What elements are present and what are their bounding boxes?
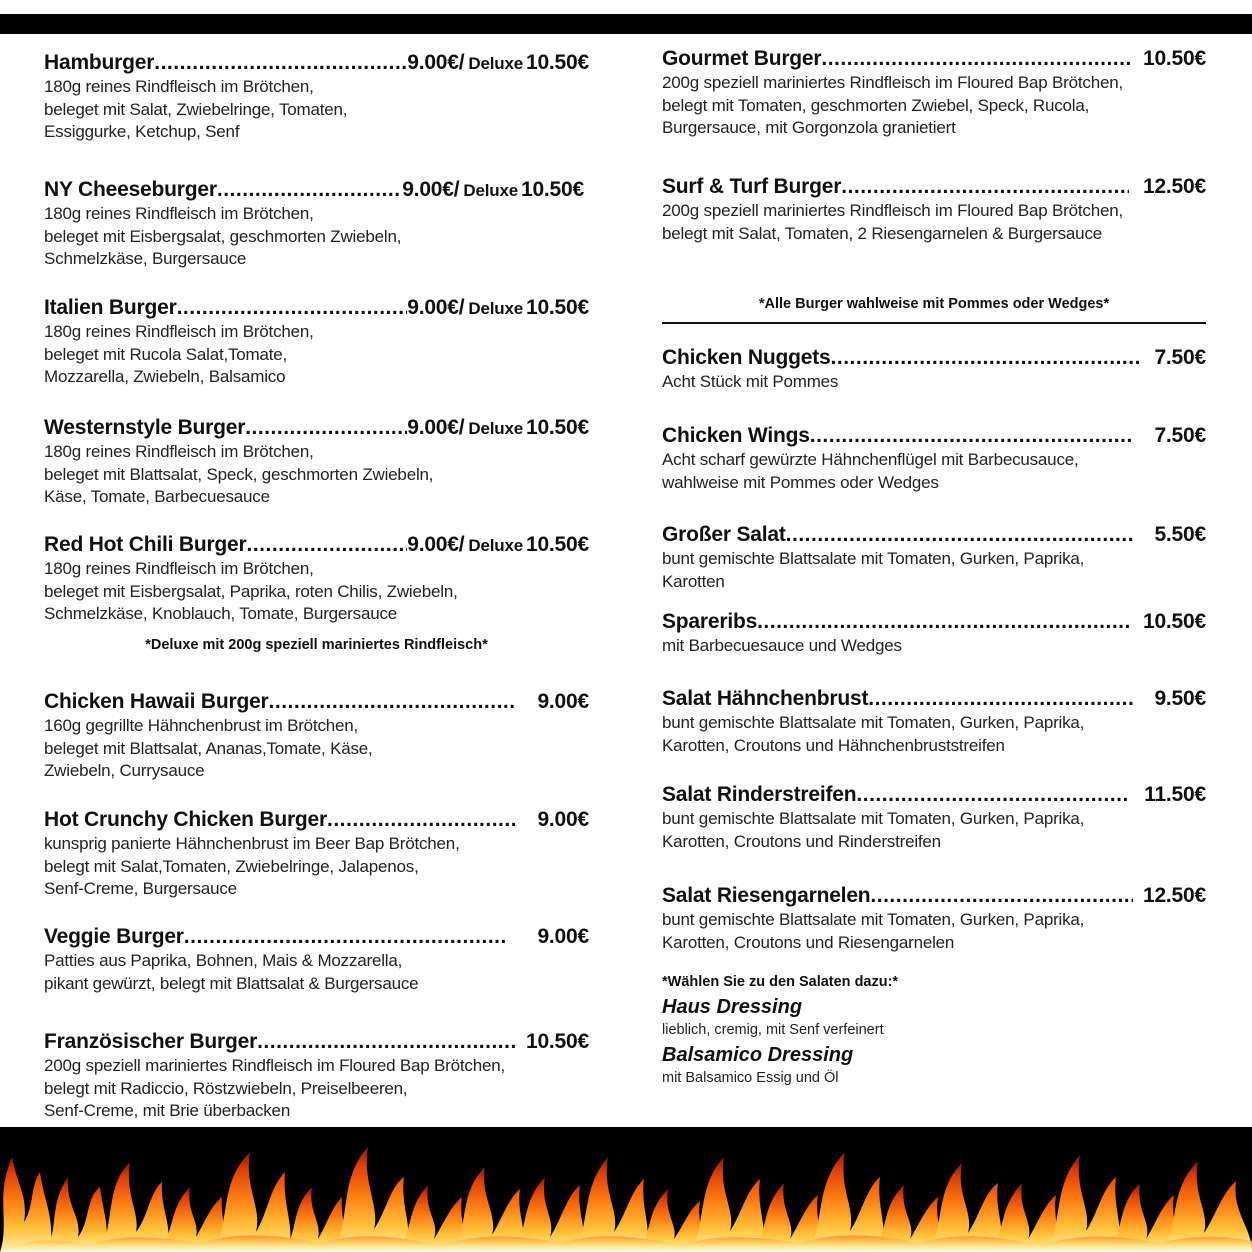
item-price: 7.50€ bbox=[1154, 346, 1206, 369]
dot-leader bbox=[831, 345, 1141, 371]
item-description: 180g reines Rindfleisch im Brötchen, beleget mit Eisbergsalat, Paprika, roten Chilis, Zwiebeln, Schmelzkäse, Knoblauch, Tomate, Burgersauce bbox=[44, 559, 458, 623]
dot-leader bbox=[786, 522, 1135, 548]
item-name: Spareribs bbox=[662, 610, 758, 633]
item-description: Patties aus Paprika, Bohnen, Mais & Mozzarella, pikant gewürzt, belegt mit Blattsalat & Burgersauce bbox=[44, 951, 419, 993]
item-price: 9.00€/ Deluxe 10.50€ bbox=[407, 416, 589, 439]
menu-item-red-hot-chili-burger bbox=[44, 532, 589, 626]
item-name: NY Cheeseburger bbox=[44, 178, 217, 201]
item-description: 200g speziell mariniertes Rindfleisch im Floured Bap Brötchen, belegt mit Tomaten, geschmorten Zwiebel, Speck, Rucola, Burgersauce, mit Gorgonzola granietiert bbox=[662, 73, 1123, 137]
menu-item-veggie-burger bbox=[44, 924, 589, 995]
deluxe-label: Deluxe bbox=[463, 181, 518, 200]
burger-sides-note: *Alle Burger wahlweise mit Pommes oder Wedges* bbox=[758, 296, 1110, 312]
dot-leader bbox=[177, 295, 408, 321]
item-price: 9.00€/ Deluxe 10.50€ bbox=[407, 51, 589, 74]
item-name: Hot Crunchy Chicken Burger bbox=[44, 808, 328, 831]
top-black-bar bbox=[0, 14, 1252, 34]
menu-item-salat-haehnchenbrust bbox=[662, 686, 1206, 757]
item-description: 160g gegrillte Hähnchenbrust im Brötchen, beleget mit Blattsalat, Ananas,Tomate, Käse, Zwiebeln, Currysauce bbox=[44, 716, 373, 780]
item-description: bunt gemischte Blattsalate mit Tomaten, Gurken, Paprika, Karotten, Croutons und Hähnchenbruststreifen bbox=[662, 713, 1085, 755]
section-divider bbox=[662, 322, 1206, 324]
item-price: 10.50€ bbox=[525, 1030, 589, 1053]
item-name: Chicken Hawaii Burger bbox=[44, 690, 269, 713]
dot-leader bbox=[856, 782, 1130, 808]
menu-item-grosser-salat bbox=[662, 522, 1206, 593]
dot-leader bbox=[184, 924, 508, 950]
item-description: bunt gemischte Blattsalate mit Tomaten, Gurken, Paprika, Karotten, Croutons und Rinderstreifen bbox=[662, 809, 1085, 851]
dot-leader bbox=[821, 46, 1133, 72]
menu-item-italien-burger bbox=[44, 295, 589, 389]
item-price: 7.50€ bbox=[1154, 424, 1206, 447]
item-name: Salat Riesengarnelen bbox=[662, 884, 871, 907]
item-price: 9.00€ bbox=[537, 808, 589, 831]
deluxe-price: 10.50€ bbox=[525, 416, 589, 439]
item-description: 180g reines Rindfleisch im Brötchen, beleget mit Rucola Salat,Tomate, Mozzarella, Zwiebeln, Balsamico bbox=[44, 322, 314, 386]
item-description: 200g speziell mariniertes Rindfleisch im Floured Bap Brötchen, belegt mit Radiccio, Röstzwiebeln, Preiselbeeren, Senf-Creme, mit Brie überbacken bbox=[44, 1056, 505, 1120]
item-description: 180g reines Rindfleisch im Brötchen, beleget mit Salat, Zwiebelringe, Tomaten, Essiggurke, Ketchup, Senf bbox=[44, 77, 348, 141]
item-price: 9.00€/ Deluxe 10.50€ bbox=[402, 178, 584, 201]
item-name: Hamburger bbox=[44, 51, 155, 74]
menu-item-spareribs bbox=[662, 609, 1206, 658]
dot-leader bbox=[245, 415, 407, 441]
item-price: 11.50€ bbox=[1144, 783, 1206, 806]
item-description: Acht scharf gewürzte Hähnchenflügel mit Barbecusauce, wahlweise mit Pommes oder Wedges bbox=[662, 450, 1079, 492]
item-description: 180g reines Rindfleisch im Brötchen, beleget mit Eisbergsalat, geschmorten Zwiebeln, Schmelzkäse, Burgersauce bbox=[44, 204, 402, 268]
item-name: Chicken Wings bbox=[662, 424, 810, 447]
flame-border bbox=[0, 1127, 1252, 1252]
menu-item-chicken-wings bbox=[662, 423, 1206, 494]
item-name: Veggie Burger bbox=[44, 925, 184, 948]
menu-item-gourmet-burger bbox=[662, 46, 1206, 140]
menu-item-hot-crunchy-chicken-burger bbox=[44, 807, 589, 901]
item-price: 12.50€ bbox=[1142, 884, 1206, 907]
item-price: 10.50€ bbox=[1142, 610, 1206, 633]
item-price: 9.00€ bbox=[537, 925, 589, 948]
dot-leader bbox=[217, 177, 402, 203]
dot-leader bbox=[868, 686, 1134, 712]
deluxe-price: 10.50€ bbox=[520, 178, 584, 201]
deluxe-price: 10.50€ bbox=[525, 296, 589, 319]
menu-item-salat-riesengarnelen bbox=[662, 883, 1206, 954]
menu-item-ny-cheeseburger bbox=[44, 177, 589, 271]
dressing-name: Balsamico Dressing bbox=[662, 1044, 854, 1066]
item-name: Red Hot Chili Burger bbox=[44, 533, 247, 556]
deluxe-note: *Deluxe mit 200g speziell mariniertes Rindfleisch* bbox=[145, 637, 488, 653]
item-name: Surf & Turf Burger bbox=[662, 175, 842, 198]
item-name: Französischer Burger bbox=[44, 1030, 258, 1053]
flames-graphic bbox=[0, 1127, 1252, 1252]
menu-item-franzoesischer-burger bbox=[44, 1029, 589, 1123]
deluxe-label: Deluxe bbox=[468, 299, 523, 318]
item-name: Großer Salat bbox=[662, 523, 786, 546]
item-name: Gourmet Burger bbox=[662, 47, 822, 70]
dot-leader bbox=[247, 532, 408, 558]
item-name: Westernstyle Burger bbox=[44, 416, 246, 439]
dressing-description: lieblich, cremig, mit Senf verfeinert bbox=[662, 1022, 884, 1038]
dot-leader bbox=[841, 174, 1129, 200]
item-name: Chicken Nuggets bbox=[662, 346, 831, 369]
dot-leader bbox=[327, 807, 515, 833]
item-price: 9.00€/ Deluxe 10.50€ bbox=[407, 296, 589, 319]
deluxe-price: 10.50€ bbox=[525, 51, 589, 74]
menu-item-chicken-nuggets bbox=[662, 345, 1206, 394]
item-description: Acht Stück mit Pommes bbox=[662, 372, 839, 391]
dot-leader bbox=[870, 883, 1133, 909]
deluxe-label: Deluxe bbox=[468, 54, 523, 73]
item-description: bunt gemischte Blattsalate mit Tomaten, Gurken, Paprika, Karotten bbox=[662, 549, 1085, 591]
menu-item-salat-rinderstreifen bbox=[662, 782, 1206, 853]
dressing-name: Haus Dressing bbox=[662, 996, 803, 1018]
dot-leader bbox=[257, 1029, 516, 1055]
item-name: Salat Hähnchenbrust bbox=[662, 687, 869, 710]
item-name: Salat Rinderstreifen bbox=[662, 783, 857, 806]
deluxe-label: Deluxe bbox=[468, 419, 523, 438]
deluxe-price: 10.50€ bbox=[525, 533, 589, 556]
menu-item-chicken-hawaii-burger bbox=[44, 689, 589, 783]
item-price: 5.50€ bbox=[1154, 523, 1206, 546]
item-description: 200g speziell mariniertes Rindfleisch im Floured Bap Brötchen, belegt mit Salat, Tomaten, 2 Riesengarnelen & Burgersauce bbox=[662, 201, 1123, 243]
item-price: 10.50€ bbox=[1142, 47, 1206, 70]
dressing-description: mit Balsamico Essig und Öl bbox=[662, 1070, 839, 1086]
item-price: 12.50€ bbox=[1142, 175, 1206, 198]
dot-leader bbox=[757, 609, 1129, 635]
item-description: mit Barbecuesauce und Wedges bbox=[662, 636, 902, 655]
dot-leader bbox=[810, 423, 1135, 449]
menu-item-westernstyle-burger bbox=[44, 415, 589, 509]
salad-dressing-note: *Wählen Sie zu den Salaten dazu:* bbox=[662, 974, 899, 990]
dot-leader bbox=[269, 689, 516, 715]
menu-item-surf-and-turf-burger bbox=[662, 174, 1206, 245]
item-description: kunsprig panierte Hähnchenbrust im Beer Bap Brötchen, belegt mit Salat,Tomaten, Zwiebelringe, Jalapenos, Senf-Creme, Burgersauce bbox=[44, 834, 460, 898]
item-name: Italien Burger bbox=[44, 296, 177, 319]
item-price: 9.00€ bbox=[537, 690, 589, 713]
menu-item-hamburger bbox=[44, 50, 589, 144]
item-description: bunt gemischte Blattsalate mit Tomaten, Gurken, Paprika, Karotten, Croutons und Riesengarnelen bbox=[662, 910, 1085, 952]
item-price: 9.50€ bbox=[1154, 687, 1206, 710]
deluxe-label: Deluxe bbox=[468, 536, 523, 555]
item-description: 180g reines Rindfleisch im Brötchen, beleget mit Blattsalat, Speck, geschmorten Zwiebeln, Käse, Tomate, Barbecuesauce bbox=[44, 442, 434, 506]
item-price: 9.00€/ Deluxe 10.50€ bbox=[407, 533, 589, 556]
dot-leader bbox=[154, 50, 407, 76]
